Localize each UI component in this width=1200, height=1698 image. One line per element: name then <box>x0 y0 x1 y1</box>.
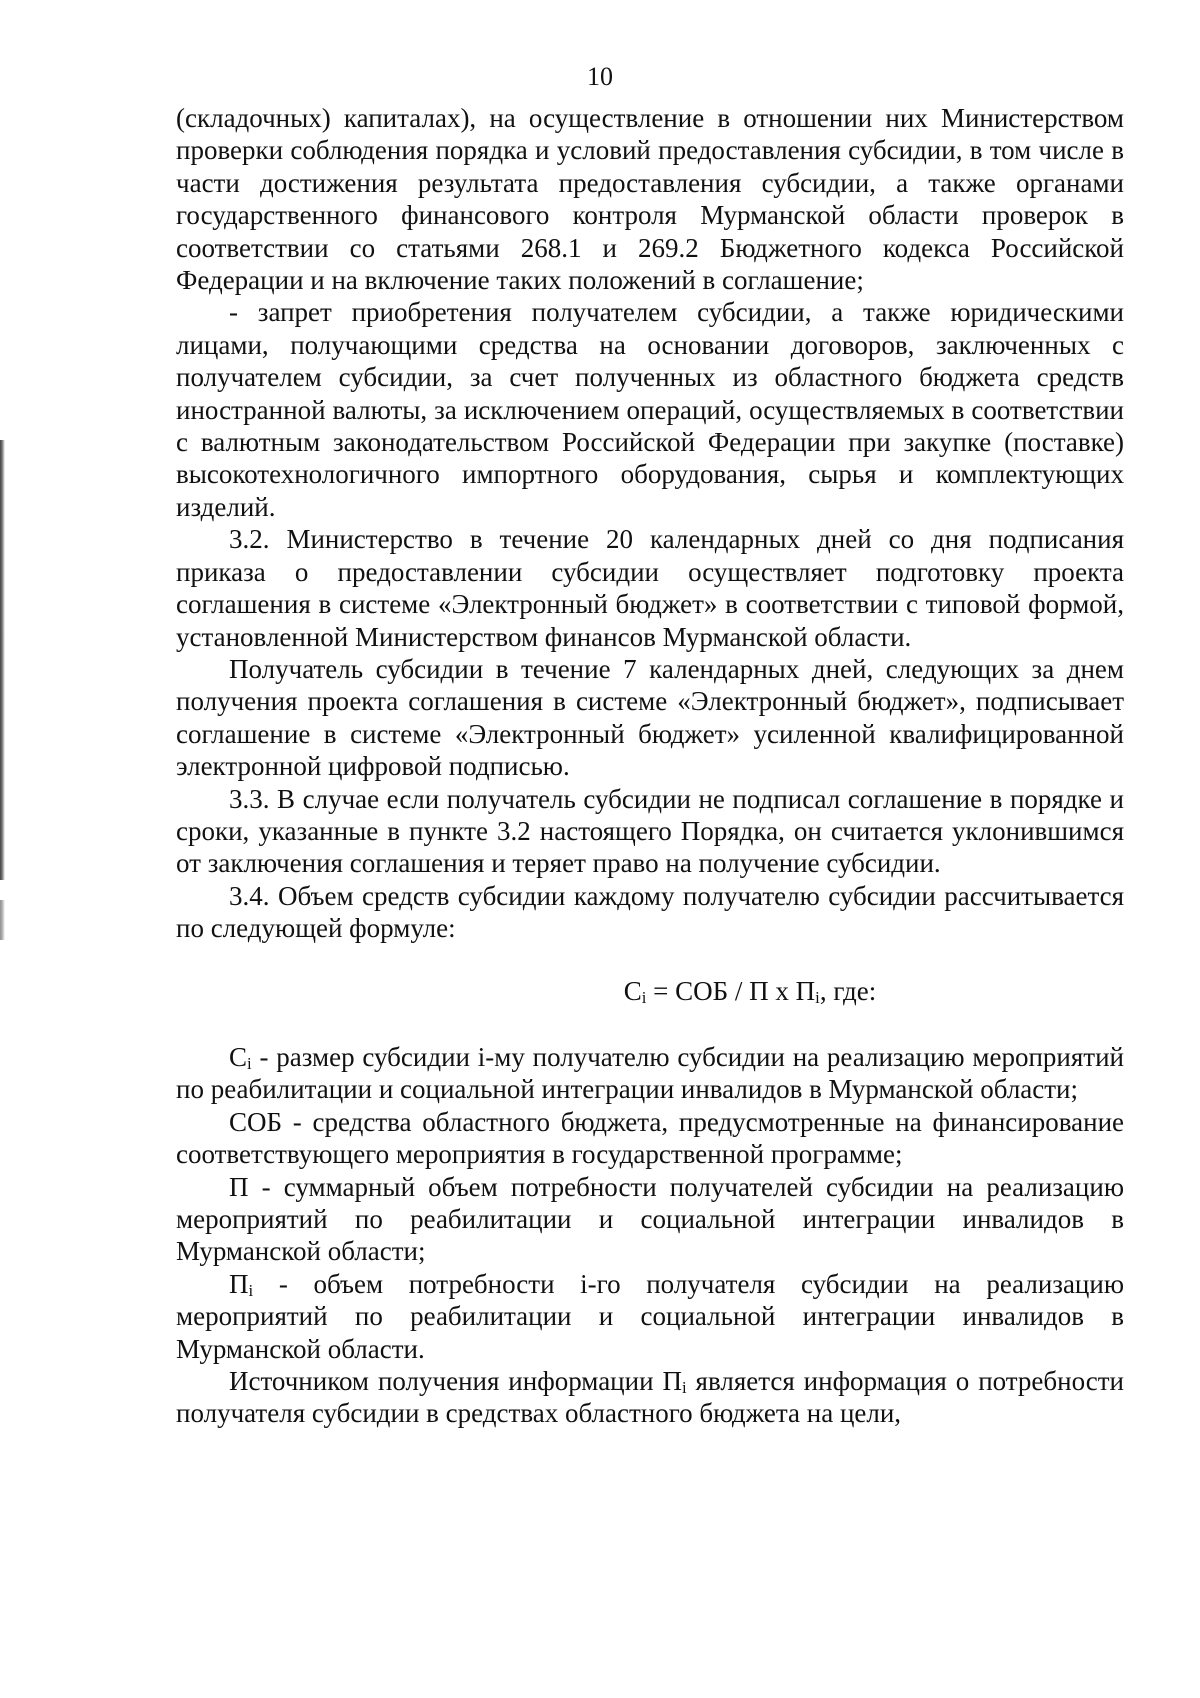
definition-ci <box>176 1041 1124 1106</box>
scan-edge-artifact-lower <box>0 900 5 940</box>
info-source-sub: i <box>681 1378 687 1398</box>
paragraph-currency-ban: - запрет приобретения получателем субсидии, а также юридическими лицами, получающими средства на основании договоров, заключенных с получателем субсидии, за счет полученных из областного бюджета средств иностранной валюты, за исключением операций, осуществляемых в соответствии с валютным законодательством Российской Федерации при закупке (поставке) высокотехнологичного импортного оборудования, сырья и комплектующих изделий. <box>176 297 1124 522</box>
paragraph-info-source <box>176 1365 1124 1430</box>
formula-tail: , где: <box>819 975 877 1006</box>
paragraph-recipient-signs: Получатель субсидии в течение 7 календарных дней, следующих за днем получения проекта соглашения в системе «Электронный бюджет», подписывает соглашение в системе «Электронный бюджет» усиленной квалифицированной электронной цифровой подписью. <box>176 653 1124 782</box>
definition-pi-symbol: П <box>229 1268 249 1299</box>
formula-mid: = СОБ / П х П <box>646 975 816 1006</box>
paragraph-3-3: 3.3. В случае если получатель субсидии не подписал соглашение в порядке и сроки, указанные в пункте 3.2 настоящего Порядка, он считается уклонившимся от заключения соглашения и теряет право на получение субсидии. <box>176 783 1124 879</box>
definition-pi-text: - объем потребности i-го получателя субсидии на реализацию мероприятий по реабилитации и социальной интеграции инвалидов в Мурманской области. <box>176 1268 1124 1364</box>
formula-c: С <box>623 975 642 1006</box>
info-source-start: Источником получения информации П <box>229 1366 682 1397</box>
formula-c-sub: i <box>641 987 647 1007</box>
page-number: 10 <box>587 62 613 91</box>
paragraph-3-2: 3.2. Министерство в течение 20 календарных дней со дня подписания приказа о предоставлении субсидии осуществляет подготовку проекта соглашения в системе «Электронный бюджет» в соответствии с типовой формой, установленной Министерством финансов Мурманской области. <box>176 524 1124 652</box>
definition-pi-sub: i <box>248 1280 254 1300</box>
document-body <box>176 102 1124 1430</box>
paragraph-continuation: (складочных) капиталах), на осуществление в отношении них Министерством проверки соблюдения порядка и условий предоставления субсидии, в том числе в части достижения результата предоставления субсидии, а также органами государственного финансового контроля Мурманской области проверок в соответствии со статьями 268.1 и 269.2 Бюджетного кодекса Российской Федерации и на включение таких положений в соглашение; <box>176 103 1124 296</box>
formula-p-sub: i <box>815 987 820 1007</box>
definition-p: П - суммарный объем потребности получателей субсидии на реализацию мероприятий по реабилитации и социальной интеграции инвалидов в Мурманской области; <box>176 1171 1124 1267</box>
definition-pi <box>176 1268 1124 1365</box>
paragraph-3-4: 3.4. Объем средств субсидии каждому получателю субсидии рассчитывается по следующей формуле: <box>176 880 1124 944</box>
definition-ci-sub: i <box>247 1053 252 1073</box>
definition-ci-symbol: С <box>229 1041 248 1072</box>
scan-edge-artifact <box>0 440 5 880</box>
subsidy-formula <box>176 975 1124 1007</box>
definition-ci-text: - размер субсидии i-му получателю субсидии на реализацию мероприятий по реабилитации и социальной интеграции инвалидов в Мурманской области; <box>176 1041 1124 1105</box>
definition-sob: СОБ - средства областного бюджета, предусмотренные на финансирование соответствующего мероприятия в государственной программе; <box>176 1106 1124 1170</box>
info-source-end: является информация о потребности получателя субсидии в средствах областного бюджета на цели, <box>176 1366 1124 1429</box>
